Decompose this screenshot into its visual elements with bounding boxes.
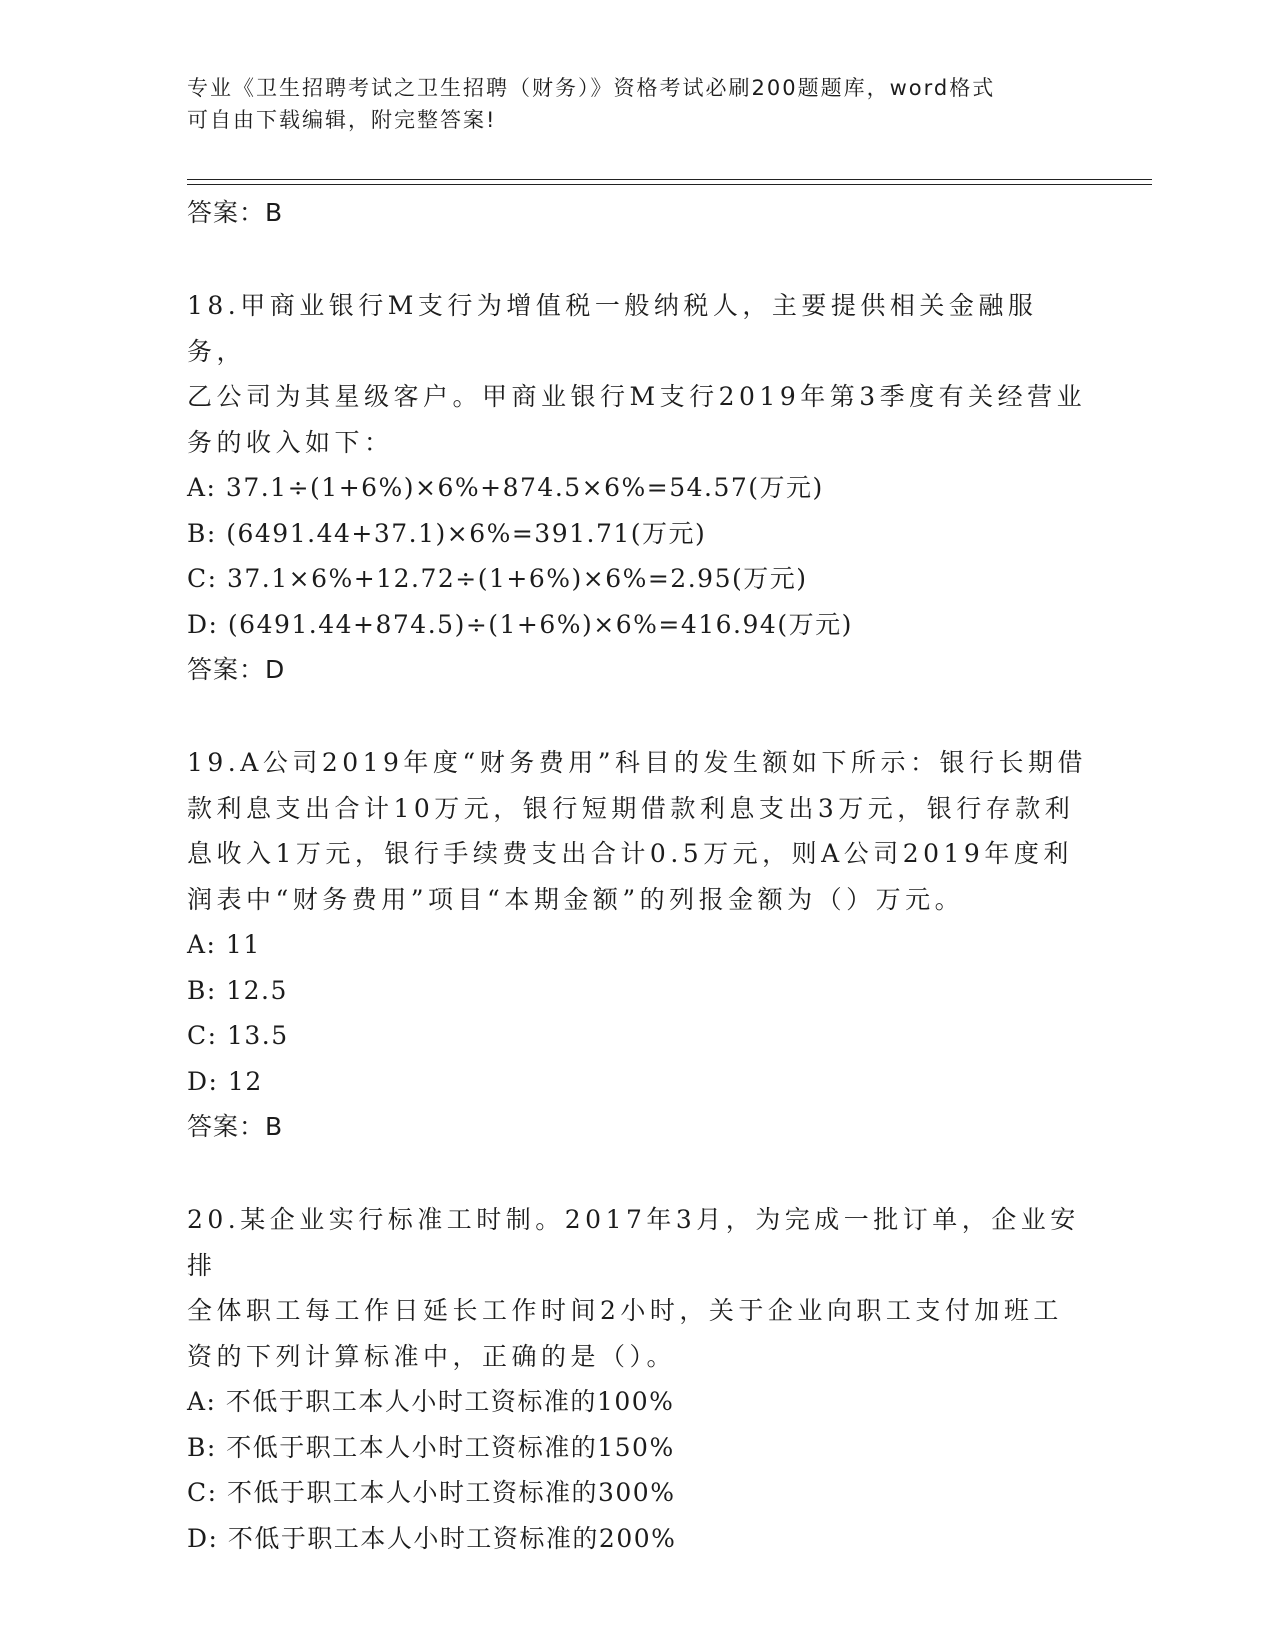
question-text	[187, 1197, 1087, 1379]
question-text	[187, 283, 1087, 465]
option-d: D: (6491.44+874.5)÷(1+6%)×6%=416.94(万元)	[187, 609, 853, 639]
question-text-line: 务的收入如下：	[187, 427, 394, 457]
question-20	[187, 1197, 1087, 1561]
question-text	[187, 740, 1087, 922]
option-b: B: (6491.44+37.1)×6%=391.71(万元)	[187, 518, 707, 548]
question-text-line: 全体职工每工作日延长工作时间2小时，关于企业向职工支付加班工	[187, 1296, 1063, 1325]
option-b: B: 不低于职工本人小时工资标准的150%	[187, 1432, 675, 1462]
option-c: C: 13.5	[187, 1021, 289, 1050]
question-text-line: 资的下列计算标准中，正确的是（）。	[187, 1341, 677, 1371]
question-text-line: 19.A公司2019年度“财务费用”科目的发生额如下所示：银行长期借	[187, 748, 1087, 777]
header-divider-second	[187, 184, 1152, 185]
header-line-1: 专业《卫生招聘考试之卫生招聘（财务）》资格考试必刷200题题库，word格式	[187, 76, 996, 100]
option-a: A: 不低于职工本人小时工资标准的100%	[187, 1387, 675, 1416]
question-text-line: 乙公司为其星级客户。甲商业银行M支行2019年第3季度有关经营业	[187, 382, 1087, 411]
header-line-2: 可自由下载编辑，附完整答案!	[187, 108, 497, 132]
question-text-line: 款利息支出合计10万元，银行短期借款利息支出3万元，银行存款利	[187, 793, 1075, 823]
option-c: C: 37.1×6%+12.72÷(1+6%)×6%=2.95(万元)	[187, 564, 808, 593]
option-a: A: 37.1÷(1+6%)×6%+874.5×6%=54.57(万元)	[187, 473, 824, 502]
answer-line: 答案：B	[187, 198, 284, 227]
option-c: C: 不低于职工本人小时工资标准的300%	[187, 1478, 676, 1507]
spacer	[187, 1149, 1087, 1197]
spacer	[187, 692, 1087, 740]
option-a: A: 11	[187, 930, 261, 959]
question-19	[187, 740, 1087, 1149]
question-text-line: 18.甲商业银行M支行为增值税一般纳税人，主要提供相关金融服务，	[187, 291, 1038, 366]
option-d: D: 12	[187, 1066, 263, 1096]
document-header	[187, 72, 1087, 136]
answer-line: 答案：D	[187, 655, 286, 684]
answer-line: 答案：B	[187, 1112, 284, 1141]
question-text-line: 息收入1万元，银行手续费支出合计0.5万元，则A公司2019年度利	[187, 839, 1073, 868]
question-text-line: 润表中“财务费用”项目“本期金额”的列报金额为（）万元。	[187, 884, 965, 914]
header-divider	[187, 179, 1152, 180]
option-b: B: 12.5	[187, 975, 288, 1005]
spacer	[187, 235, 1087, 283]
question-list	[187, 190, 1087, 1561]
question-text-line: 20.某企业实行标准工时制。2017年3月，为完成一批订单，企业安排	[187, 1205, 1080, 1280]
option-d: D: 不低于职工本人小时工资标准的200%	[187, 1523, 677, 1553]
question-18	[187, 283, 1087, 692]
